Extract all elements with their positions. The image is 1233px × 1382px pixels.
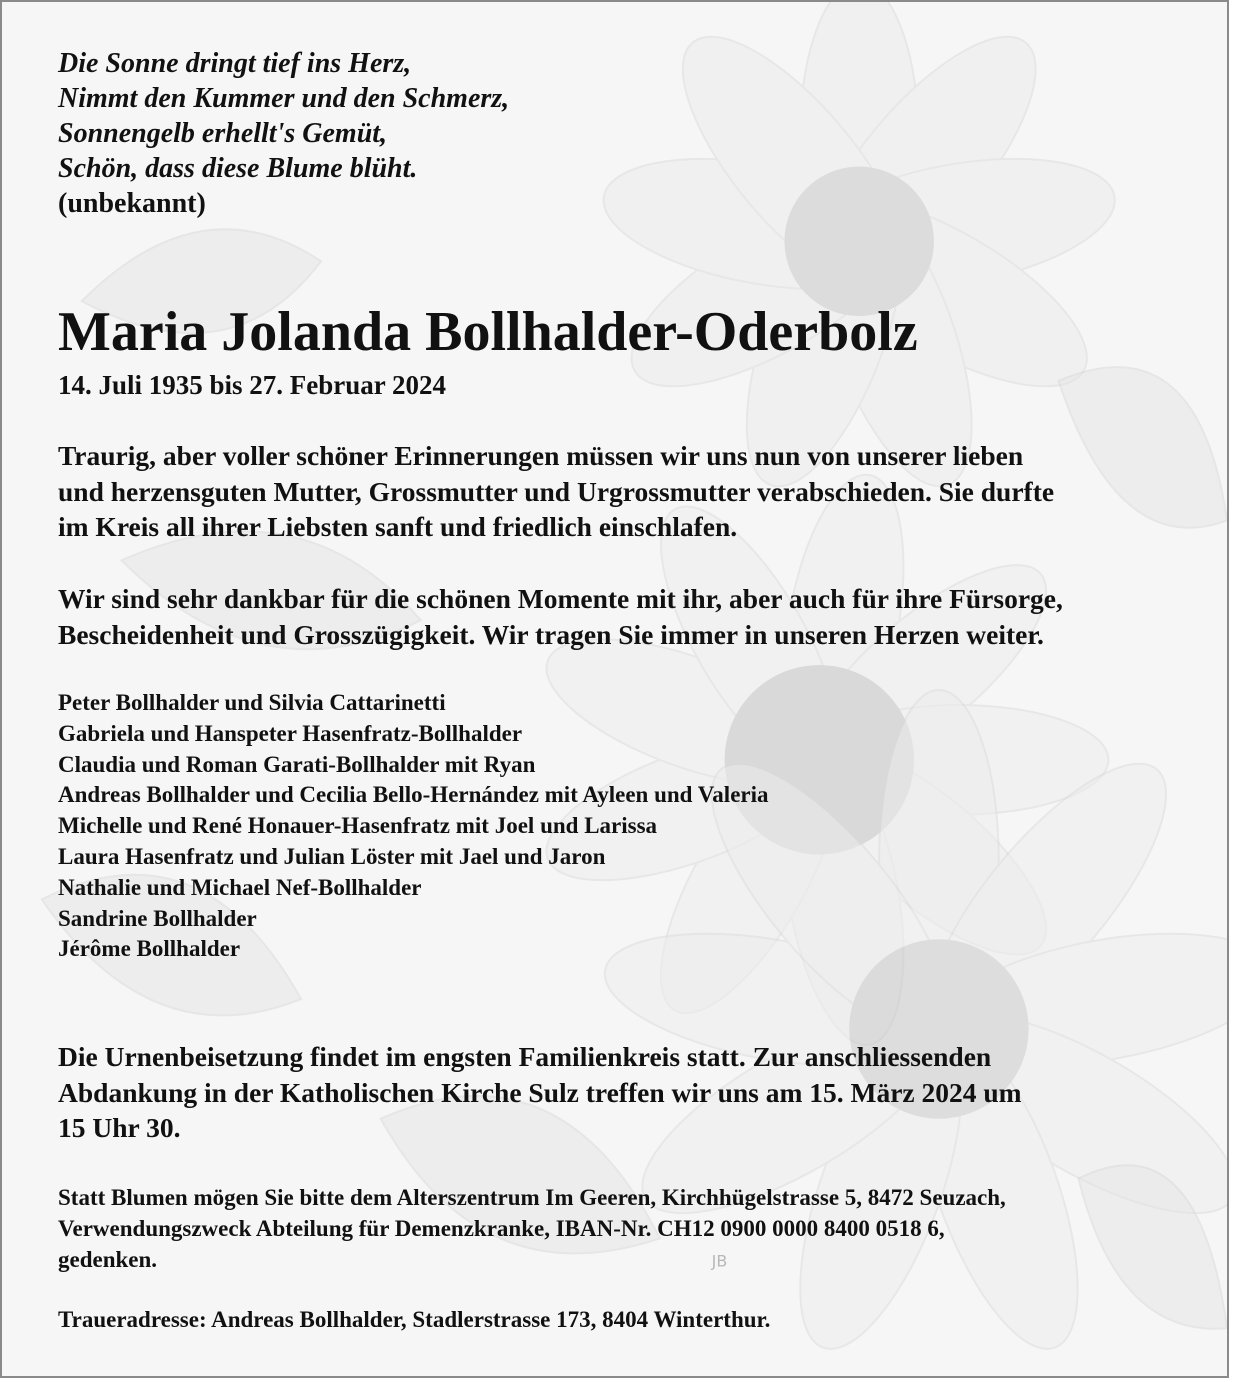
family-member: Laura Hasenfratz und Julian Löster mit Jael und Jaron xyxy=(58,843,606,869)
text-line: Bescheidenheit und Grosszügigkeit. Wir tragen Sie immer in unseren Herzen weiter. xyxy=(58,618,1044,650)
text-line: im Kreis all ihrer Liebsten sanft und friedlich einschlafen. xyxy=(58,511,738,542)
text-line: und herzensguten Mutter, Grossmutter und Urgrossmutter verabschieden. Sie durfte xyxy=(58,475,1055,507)
family-member: Nathalie und Michael Nef-Bollhalder xyxy=(58,874,422,900)
text-line: Verwendungszweck Abteilung für Demenzkranke, IBAN-Nr. CH12 0900 0000 8400 0518 6, xyxy=(58,1216,945,1241)
mourning-address: Traueradresse: Andreas Bollhalder, Stadlerstrasse 173, 8404 Winterthur. xyxy=(58,1307,771,1332)
family-member: Peter Bollhalder und Silvia Cattarinetti xyxy=(58,690,446,715)
poem-line: Nimmt den Kummer und den Schmerz, xyxy=(58,83,510,114)
family-member: Gabriela und Hanspeter Hasenfratz-Bollhalder xyxy=(58,720,523,746)
deceased-name: Maria Jolanda Bollhalder-Oderbolz xyxy=(58,301,918,363)
poem-line: Schön, dass diese Blume blüht. xyxy=(58,153,418,184)
farewell-paragraph xyxy=(58,438,1054,545)
donation-note xyxy=(58,1182,1006,1275)
text-line: Wir sind sehr dankbar für die schönen Momente mit ihr, aber auch für ihre Fürsorge, xyxy=(58,583,1063,614)
gratitude-paragraph xyxy=(58,581,1063,652)
artist-mark: JB xyxy=(711,1251,728,1271)
family-member: Claudia und Roman Garati-Bollhalder mit Ryan xyxy=(58,751,536,777)
sunflower-top-right xyxy=(594,2,1125,505)
poem-author: (unbekannt) xyxy=(58,188,206,219)
ceremony-paragraph xyxy=(58,1039,1022,1146)
family-member: Michelle und René Honauer-Hasenfratz mit Joel und Larissa xyxy=(58,813,658,839)
poem-line: Die Sonne dringt tief ins Herz, xyxy=(58,48,412,79)
life-dates: 14. Juli 1935 bis 27. Februar 2024 xyxy=(58,370,447,400)
text-line: 15 Uhr 30. xyxy=(58,1112,181,1143)
text-line: Traurig, aber voller schöner Erinnerungen müssen wir uns nun von unserer lieben xyxy=(58,440,1024,471)
family-member: Andreas Bollhalder und Cecilia Bello-Hernández mit Ayleen und Valeria xyxy=(58,782,769,808)
family-member: Jérôme Bollhalder xyxy=(58,936,241,962)
poem-line: Sonnengelb erhellt's Gemüt, xyxy=(58,118,388,149)
text-line: Die Urnenbeisetzung findet im engsten Familienkreis statt. Zur anschliessenden xyxy=(58,1041,992,1072)
family-member: Sandrine Bollhalder xyxy=(58,905,257,931)
family-list xyxy=(58,688,769,965)
text-line: gedenken. xyxy=(58,1247,158,1272)
text-line: Abdankung in der Katholischen Kirche Sulz treffen wir uns am 15. März 2024 um xyxy=(58,1076,1022,1108)
text-line: Statt Blumen mögen Sie bitte dem Alterszentrum Im Geeren, Kirchhügelstrasse 5, 8472 Seuzach, xyxy=(58,1185,1006,1210)
poem xyxy=(58,46,509,221)
